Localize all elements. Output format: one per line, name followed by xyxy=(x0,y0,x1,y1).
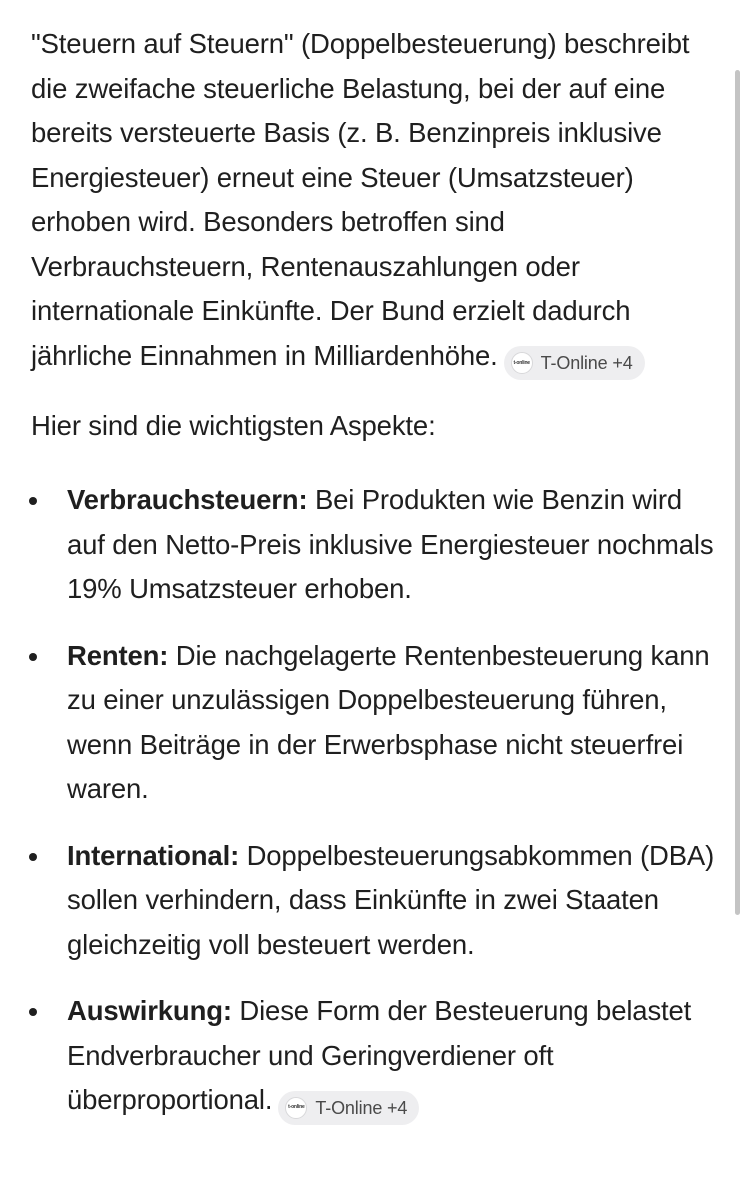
source-chip[interactable] xyxy=(278,1091,419,1125)
aspects-list xyxy=(31,478,721,1124)
list-item-term: Verbrauchsteuern: xyxy=(67,484,308,516)
list-item-term: Renten: xyxy=(67,639,169,671)
list-item xyxy=(31,834,721,968)
source-chip[interactable] xyxy=(504,346,645,380)
list-item-text: Doppelbesteuerungsabkommen (DBA) sollen verhindern, dass Einkünfte in zwei Staaten gleichzeitig voll besteuert werden. xyxy=(67,839,715,960)
list-item-term: International: xyxy=(67,839,240,871)
list-item xyxy=(31,478,721,612)
list-item xyxy=(31,634,721,812)
list-item-text: Diese Form der Besteuerung belastet Endverbraucher und Geringverdiener oft überproportional. xyxy=(67,995,692,1116)
scrollbar[interactable] xyxy=(735,70,740,915)
source-chip-label: T-Online +4 xyxy=(315,1097,408,1118)
t-online-logo-icon: t-online xyxy=(511,352,533,374)
response-content xyxy=(31,22,721,1147)
list-item-text: Die nachgelagerte Rentenbesteuerung kann zu einer unzulässigen Doppelbesteuerung führen, wenn Beiträge in der Erwerbsphase nicht steuerfrei waren. xyxy=(67,639,710,805)
list-item xyxy=(31,989,721,1124)
aspects-heading: Hier sind die wichtigsten Aspekte: xyxy=(31,409,436,441)
bullet-icon xyxy=(29,653,37,661)
t-online-logo-icon: t-online xyxy=(285,1097,307,1119)
bullet-icon xyxy=(29,497,37,505)
source-chip-label: T-Online +4 xyxy=(540,352,633,373)
bullet-icon xyxy=(29,1008,37,1016)
intro-paragraph xyxy=(31,22,721,380)
intro-text: "Steuern auf Steuern" (Doppelbesteuerung) beschreibt die zweifache steuerliche Belastung, bei der auf eine bereits versteuerte Basis (z. B. Benzinpreis inklusive Energiesteuer) erneut eine Steuer (Umsatzsteuer) erhoben wird. Besonders betroffen sind Verbrauchsteuern, Rentenauszahlungen oder internationale Einkünfte. Der Bund erzielt dadurch jährliche Einnahmen in Milliardenhöhe. xyxy=(31,28,690,371)
bullet-icon xyxy=(29,853,37,861)
list-item-term: Auswirkung: xyxy=(67,995,232,1027)
list-item-text: Bei Produkten wie Benzin wird auf den Netto-Preis inklusive Energiesteuer nochmals 19% Umsatzsteuer erhoben. xyxy=(67,484,714,605)
